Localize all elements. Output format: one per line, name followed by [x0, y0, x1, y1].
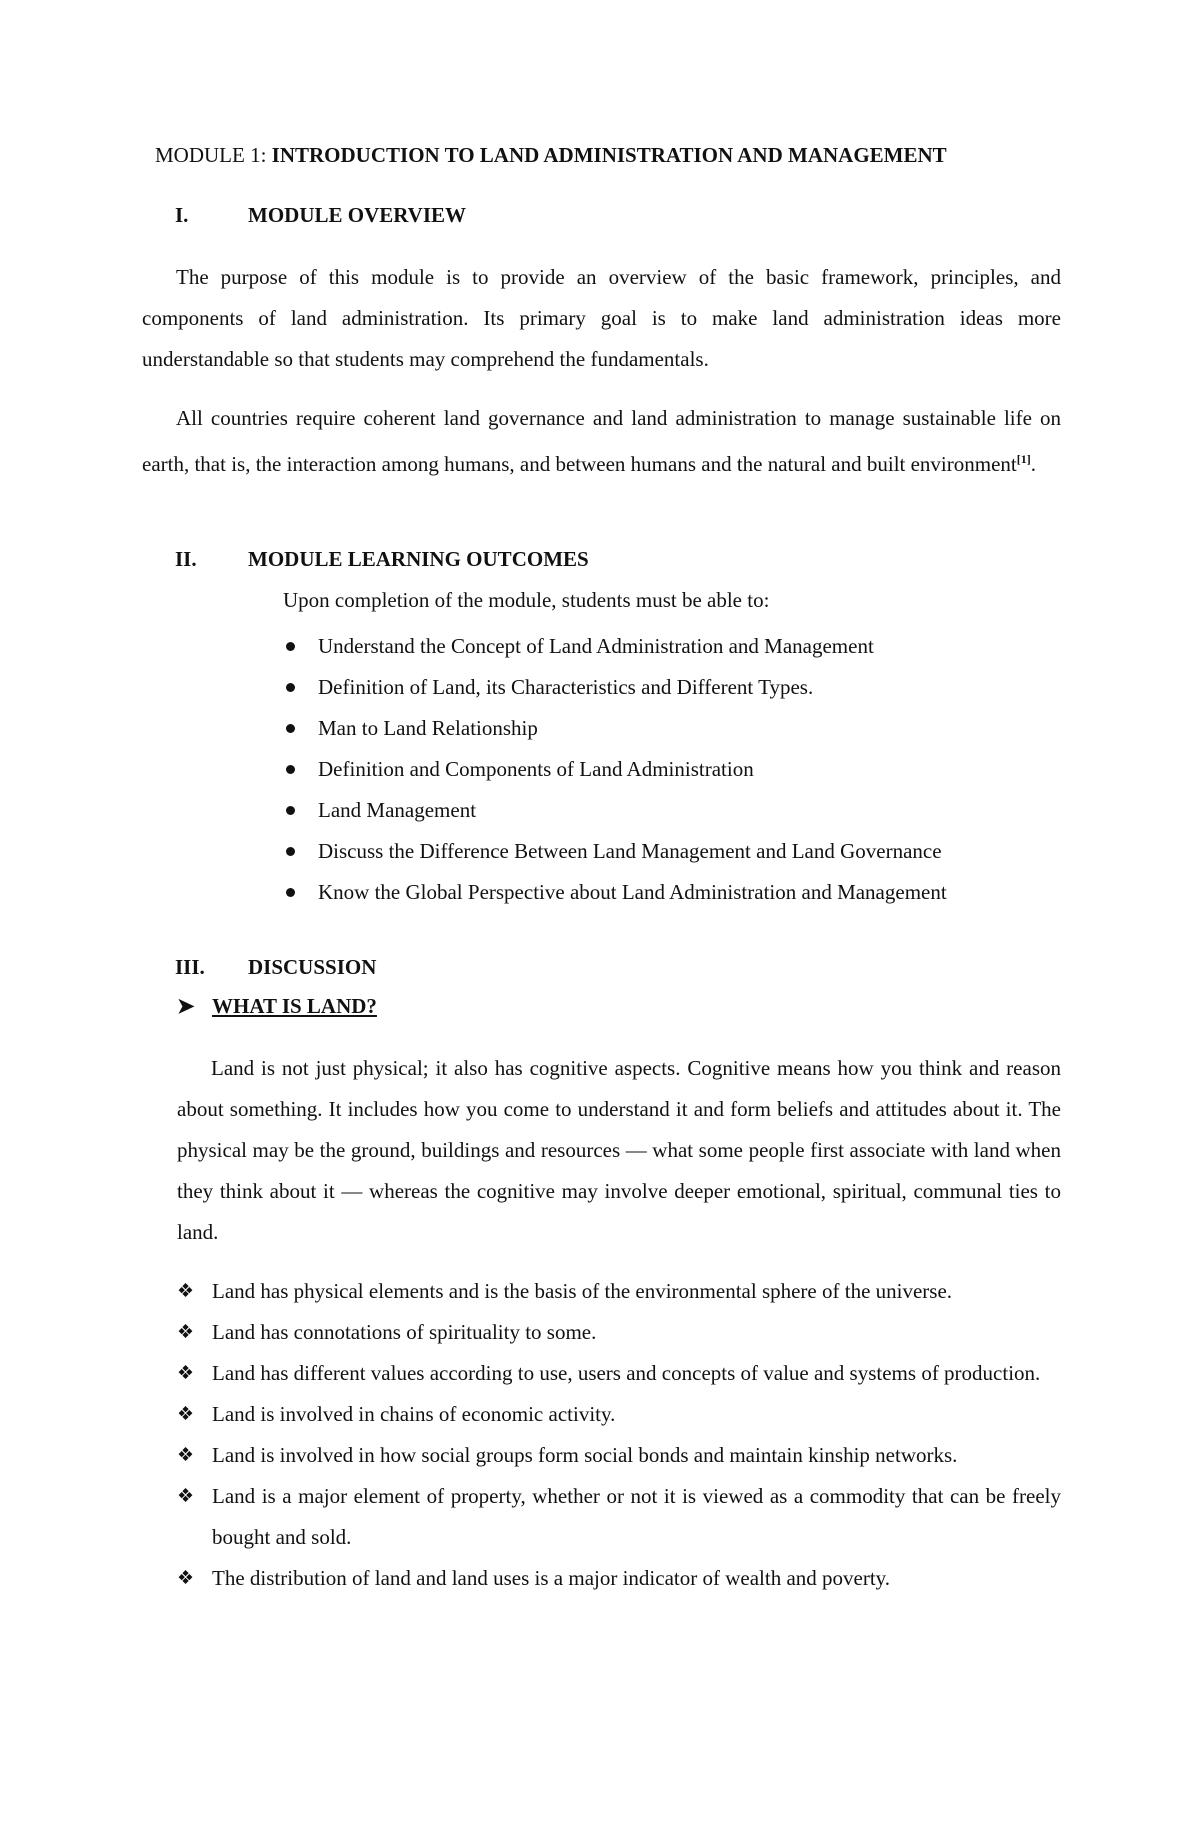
bullet-icon — [286, 765, 295, 774]
bullet-icon — [286, 683, 295, 692]
list-item: ❖ Land is a major element of property, whether or not it is viewed as a commodity that can be freely bought and sold. — [177, 1476, 1061, 1558]
overview-paragraph-2: All countries require coherent land governance and land administration to manage sustainable life on earth, that is, the interaction among humans, and between humans and the natural and built environment[1]. — [142, 406, 1061, 476]
list-item: Definition and Components of Land Administration — [283, 749, 947, 790]
land-points-list — [177, 1271, 1061, 1599]
section-number: III. — [175, 955, 205, 979]
list-item: ❖ Land is involved in chains of economic activity. — [177, 1394, 1061, 1435]
outcomes-list — [283, 626, 947, 913]
outcomes-intro: Upon completion of the module, students must be able to: — [283, 588, 770, 612]
list-item: Know the Global Perspective about Land Administration and Management — [283, 872, 947, 913]
arrowhead-bullet-icon: ➤ — [177, 994, 195, 1018]
list-item: Understand the Concept of Land Administration and Management — [283, 626, 947, 667]
citation-ref: [1] — [1016, 452, 1031, 466]
bullet-icon — [286, 888, 295, 897]
list-item: ❖ The distribution of land and land uses is a major indicator of wealth and poverty. — [177, 1558, 1061, 1599]
diamond-bullet-icon: ❖ — [177, 1363, 195, 1384]
bullet-icon — [286, 847, 295, 856]
module-title-main: INTRODUCTION TO LAND ADMINISTRATION AND MANAGEMENT — [271, 143, 947, 167]
section-label: MODULE LEARNING OUTCOMES — [248, 547, 589, 571]
diamond-bullet-icon: ❖ — [177, 1404, 195, 1425]
list-item: ❖ Land has different values according to use, users and concepts of value and systems of production. — [177, 1353, 1061, 1394]
module-title — [155, 143, 947, 168]
subheading-text: WHAT IS LAND? — [212, 994, 377, 1018]
diamond-bullet-icon: ❖ — [177, 1322, 195, 1343]
discussion-paragraph: Land is not just physical; it also has cognitive aspects. Cognitive means how you think and reason about something. It includes how you come to understand it and form beliefs and attitudes about it. The physical may be the ground, buildings and resources — what some people first associate with land when they think about it — whereas the cognitive may involve deeper emotional, spiritual, communal ties to land. — [177, 1056, 1061, 1244]
overview-paragraph-1: The purpose of this module is to provide an overview of the basic framework, principles, and components of land administration. Its primary goal is to make land administration ideas more understandable so that students may comprehend the fundamentals. — [142, 265, 1061, 371]
section-number: II. — [175, 547, 197, 571]
list-item: ❖ Land has physical elements and is the basis of the environmental sphere of the universe. — [177, 1271, 1061, 1312]
bullet-icon — [286, 724, 295, 733]
diamond-bullet-icon: ❖ — [177, 1486, 195, 1507]
bullet-icon — [286, 642, 295, 651]
section-label: MODULE OVERVIEW — [248, 203, 467, 227]
list-item: ❖ Land has connotations of spirituality to some. — [177, 1312, 1061, 1353]
list-item: Discuss the Difference Between Land Management and Land Governance — [283, 831, 947, 872]
bullet-icon — [286, 806, 295, 815]
list-item: Definition of Land, its Characteristics and Different Types. — [283, 667, 947, 708]
section-label: DISCUSSION — [248, 955, 377, 979]
diamond-bullet-icon: ❖ — [177, 1568, 195, 1589]
list-item: ❖ Land is involved in how social groups form social bonds and maintain kinship networks. — [177, 1435, 1061, 1476]
list-item: Man to Land Relationship — [283, 708, 947, 749]
diamond-bullet-icon: ❖ — [177, 1445, 195, 1466]
diamond-bullet-icon: ❖ — [177, 1281, 195, 1302]
section-number: I. — [175, 203, 189, 227]
module-title-prefix: MODULE 1: — [155, 143, 272, 167]
list-item: Land Management — [283, 790, 947, 831]
